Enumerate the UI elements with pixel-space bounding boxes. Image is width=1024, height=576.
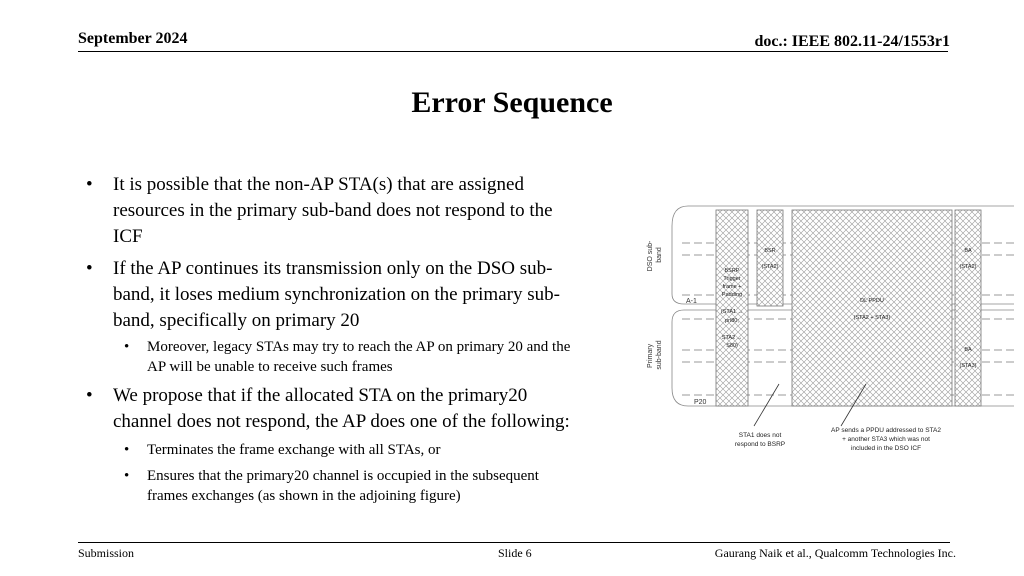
bullet-marker: • [86,258,93,279]
header-divider [78,51,948,52]
dl-ppdu-label: DL PPDU [860,298,884,304]
bsr-sta-label: (STA2) [761,264,779,270]
ba-bottom-sta-label: (STA3) [959,363,977,369]
trigger-line: S80) [726,343,738,349]
bullet-marker: • [86,385,93,406]
ba-top-label: BA [964,248,972,254]
ap-note-line: AP sends a PPDU addressed to STA2 [831,427,941,434]
ba-top-sta-label: (STA2) [959,264,977,270]
a1-label: A-1 [686,298,697,305]
sta1-note-arrow [754,384,779,426]
svg-text:DSO sub- band [647,239,663,272]
svg-text:Primary sub-band [647,340,663,369]
trigger-line: pri80; [725,318,739,324]
footer-divider [78,542,950,543]
ap-note-line: + another STA3 which was not [842,436,930,443]
footer-slide-number: Slide 6 [498,546,532,560]
bullet-line: Ensures that the primary20 channel is occupied in the subsequent [147,468,539,484]
footer-left: Submission [78,546,135,560]
header-doc-id: doc.: IEEE 802.11-24/1553r1 [754,33,950,50]
bullet-line: If the AP continues its transmission only on the DSO sub- [113,258,553,279]
bullet-line: It is possible that the non-AP STA(s) that are assigned [113,174,524,195]
trigger-line: frame + [722,284,742,290]
bullet-line: band, specifically on primary 20 [113,310,360,331]
trigger-frame-block [716,210,748,406]
bullet-marker: • [86,174,93,195]
bullet-line: AP will be unable to receive such frames [147,359,393,375]
primary-label-line1: Primary [647,343,654,369]
bullet-line: Terminates the frame exchange with all STAs, or [147,442,441,458]
bullet-line: ICF [113,226,143,247]
bullet-line: Moreover, legacy STAs may try to reach the AP on primary 20 and the [147,339,571,355]
ba-block [955,210,981,406]
bullet-marker: • [124,442,130,458]
bullet-line: resources in the primary sub-band does not respond to the [113,200,553,221]
sta1-note-line: STA1 does not [738,432,782,439]
bullet-line: channel does not respond, the AP does one of the following: [113,411,570,432]
dl-ppdu-block [792,210,952,406]
sta1-note-line: respond to BSRP [734,441,786,448]
trigger-line: STA2 → [721,335,743,341]
trigger-line: BSRP [724,268,740,274]
dso-sequence-figure [636,200,1016,465]
bullet-marker: • [124,468,130,484]
bullet-line: We propose that if the allocated STA on the primary20 [113,385,528,406]
ap-note-line: included in the DSO ICF [850,445,922,452]
bullet-line: frames exchanges (as shown in the adjoining figure) [147,488,461,504]
dso-label-line2: band [656,247,663,263]
trigger-line: Padding [721,292,743,298]
ba-bottom-label: BA [964,347,972,353]
dl-ppdu-sta-label: (STA2 + STA3) [853,315,891,321]
bullet-line: band, it loses medium synchronization on the primary sub- [113,284,560,305]
dso-label-line1: DSO sub- [647,240,654,272]
bsr-block [757,210,783,306]
trigger-line: (STA1 → [720,309,744,315]
primary-label-line2: sub-band [656,340,663,370]
p20-label: P20 [694,399,707,406]
bsr-label: BSR [764,248,776,254]
slide-title: Error Sequence [411,86,613,119]
trigger-line: Trigger [723,276,741,282]
header-date: September 2024 [78,30,188,47]
footer-author: Gaurang Naik et al., Qualcomm Technologies Inc. [714,546,956,560]
bullet-marker: • [124,339,130,355]
